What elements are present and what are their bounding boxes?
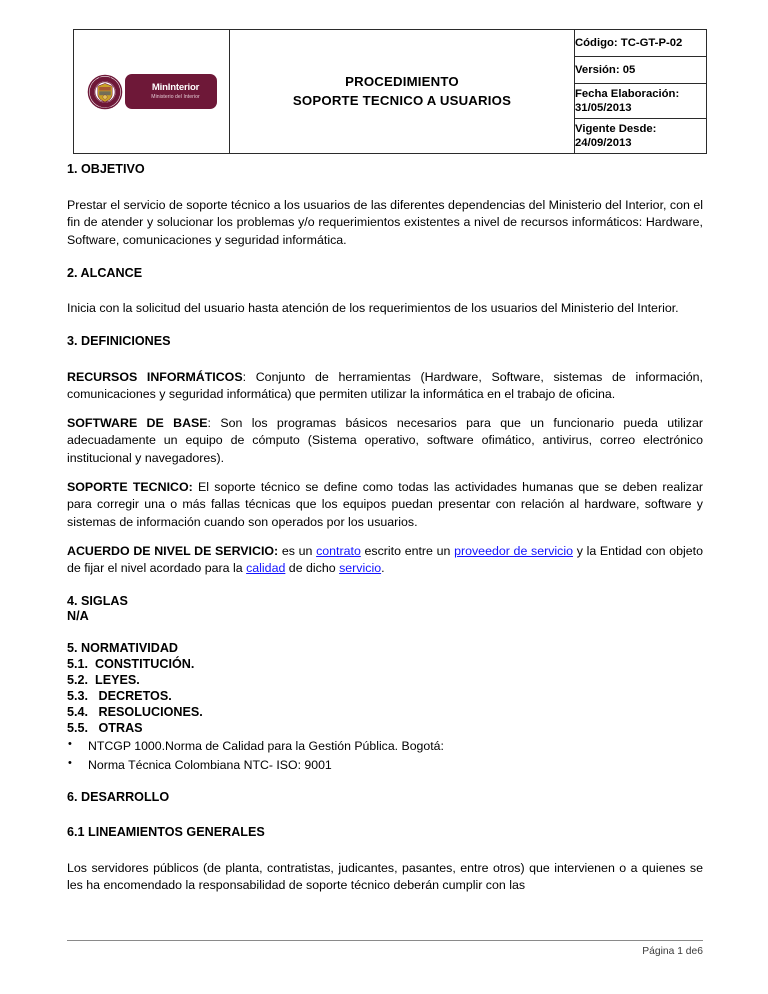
- section-6-1-paragraph: Los servidores públicos (de planta, contratistas, judicantes, pasantes, entre otros) que intervienen o a quienes se les ha encomendado la responsabilidad de soporte técnico deberán cumplir con las: [67, 860, 703, 893]
- definition-term: ACUERDO DE NIVEL DE SERVICIO:: [67, 543, 279, 558]
- section-4-body: N/A: [67, 609, 89, 624]
- header-version-cell: Versión: 05: [575, 57, 707, 84]
- section-2-paragraph: Inicia con la solicitud del usuario hasta atención de los requerimientos de los usuarios del Ministerio del Interior.: [67, 301, 679, 316]
- list-item: • Norma Técnica Colombiana NTC- ISO: 9001: [67, 756, 703, 775]
- header-document-title-cell: [230, 30, 575, 154]
- section-5-subitem: 5.1. CONSTITUCIÓN.: [67, 656, 195, 671]
- section-5-subitem: 5.2. LEYES.: [67, 672, 140, 687]
- link-proveedor-de-servicio[interactable]: proveedor de servicio: [454, 543, 574, 558]
- header-vigente-desde-cell: [575, 119, 707, 154]
- header-row-1: [74, 30, 707, 57]
- definition-text: El soporte técnico se define como todas las actividades humanas que se deben realizar para corregir una o más fallas técnicas que los equipos puedan presentar con relación al hardware, software y sistemas de información cuando son operados por los usuarios.: [67, 479, 703, 529]
- footer-page-number: Página 1 de6: [642, 946, 703, 957]
- section-5-heading: 5. NORMATIVIDAD: [67, 641, 179, 656]
- footer-divider: [67, 940, 703, 941]
- link-contrato[interactable]: contrato: [316, 543, 361, 558]
- definition-term: SOFTWARE DE BASE: [67, 415, 208, 430]
- definition-text: : Conjunto de herramientas (Hardware, Software, sistemas de información, comunicaciones y seguridad informática) que permiten utilizar la informática en el trabajo de oficina.: [67, 369, 704, 402]
- document-title-line1: PROCEDIMIENTO: [345, 74, 459, 90]
- mininterior-logo: [74, 30, 229, 153]
- section-4-heading: 4. SIGLAS: [67, 593, 128, 608]
- section-1-heading: 1. OBJETIVO: [67, 162, 145, 176]
- definition-text: de dicho: [285, 561, 340, 576]
- definition-text: escrito entre un: [360, 543, 455, 558]
- wordmark-main-text: MinInterior: [151, 81, 200, 93]
- section-5-subitem: 5.5. OTRAS: [67, 720, 143, 735]
- definition-term: RECURSOS INFORMÁTICOS: [67, 369, 243, 384]
- list-item: • NTCGP 1000.Norma de Calidad para la Gestión Pública. Bogotá:: [67, 737, 703, 756]
- header-fecha-elaboracion-cell: [575, 84, 707, 119]
- fecha-elaboracion-label: Fecha Elaboración:: [575, 87, 680, 100]
- definition-text: : Son los programas básicos necesarios para que un funcionario pueda utilizar adecuadamente un equipo de cómputo (Sistema operativo, software ofimático, antivirus, correo electrónico institucional y navegadores).: [67, 415, 703, 466]
- section-5-subitems: [67, 657, 703, 737]
- fecha-elaboracion-value: 31/05/2013: [575, 102, 632, 114]
- vigente-desde-label: Vigente Desde:: [575, 122, 657, 135]
- section-1-paragraph: Prestar el servicio de soporte técnico a los usuarios de las diferentes dependencias del Ministerio del Interior, con el fin de atender y solucionar los problemas y/o requerimientos existentes a nivel de recursos informáticos: Hardware, Software, comunicaciones y seguridad informática.: [67, 197, 703, 247]
- link-calidad[interactable]: calidad: [246, 561, 286, 576]
- section-5-bullet-list: [67, 737, 703, 774]
- svg-text:REPUBLICA: REPUBLICA: [98, 77, 111, 80]
- section-6-1-heading: 6.1 LINEAMIENTOS GENERALES: [67, 824, 265, 839]
- document-header-table: [73, 29, 707, 154]
- document-body: [67, 162, 703, 895]
- link-servicio[interactable]: servicio: [339, 561, 382, 576]
- definition-text: es un: [278, 543, 317, 558]
- mininterior-wordmark: [125, 74, 217, 109]
- vigente-desde-value: 24/09/2013: [575, 137, 632, 149]
- colombia-coat-of-arms-seal-icon: [87, 74, 123, 110]
- definition-text: y la Entidad con objeto de fijar el nivel acordado para la: [67, 543, 703, 576]
- section-6-heading: 6. DESARROLLO: [67, 790, 170, 805]
- definition-software-de-base: [67, 415, 703, 468]
- definition-soporte-tecnico: [67, 479, 703, 532]
- svg-text:DE COLOMBIA: DE COLOMBIA: [96, 106, 113, 109]
- section-3-heading: 3. DEFINICIONES: [67, 333, 171, 348]
- definition-term: SOPORTE TECNICO:: [67, 479, 193, 494]
- header-logo-cell: [74, 30, 230, 154]
- section-5-subitem: 5.3. DECRETOS.: [67, 688, 172, 703]
- wordmark-sub-text: Ministerio del Interior: [151, 94, 200, 101]
- section-5-subitem: 5.4. RESOLUCIONES.: [67, 704, 203, 719]
- definition-acuerdo-nivel-servicio: [67, 543, 703, 578]
- document-title-line2: SOPORTE TECNICO A USUARIOS: [292, 92, 512, 108]
- header-codigo-cell: Código: TC-GT-P-02: [575, 30, 707, 57]
- definition-recursos-informaticos: [67, 369, 703, 404]
- definition-text: .: [381, 561, 385, 576]
- section-2-heading: 2. ALCANCE: [67, 265, 143, 280]
